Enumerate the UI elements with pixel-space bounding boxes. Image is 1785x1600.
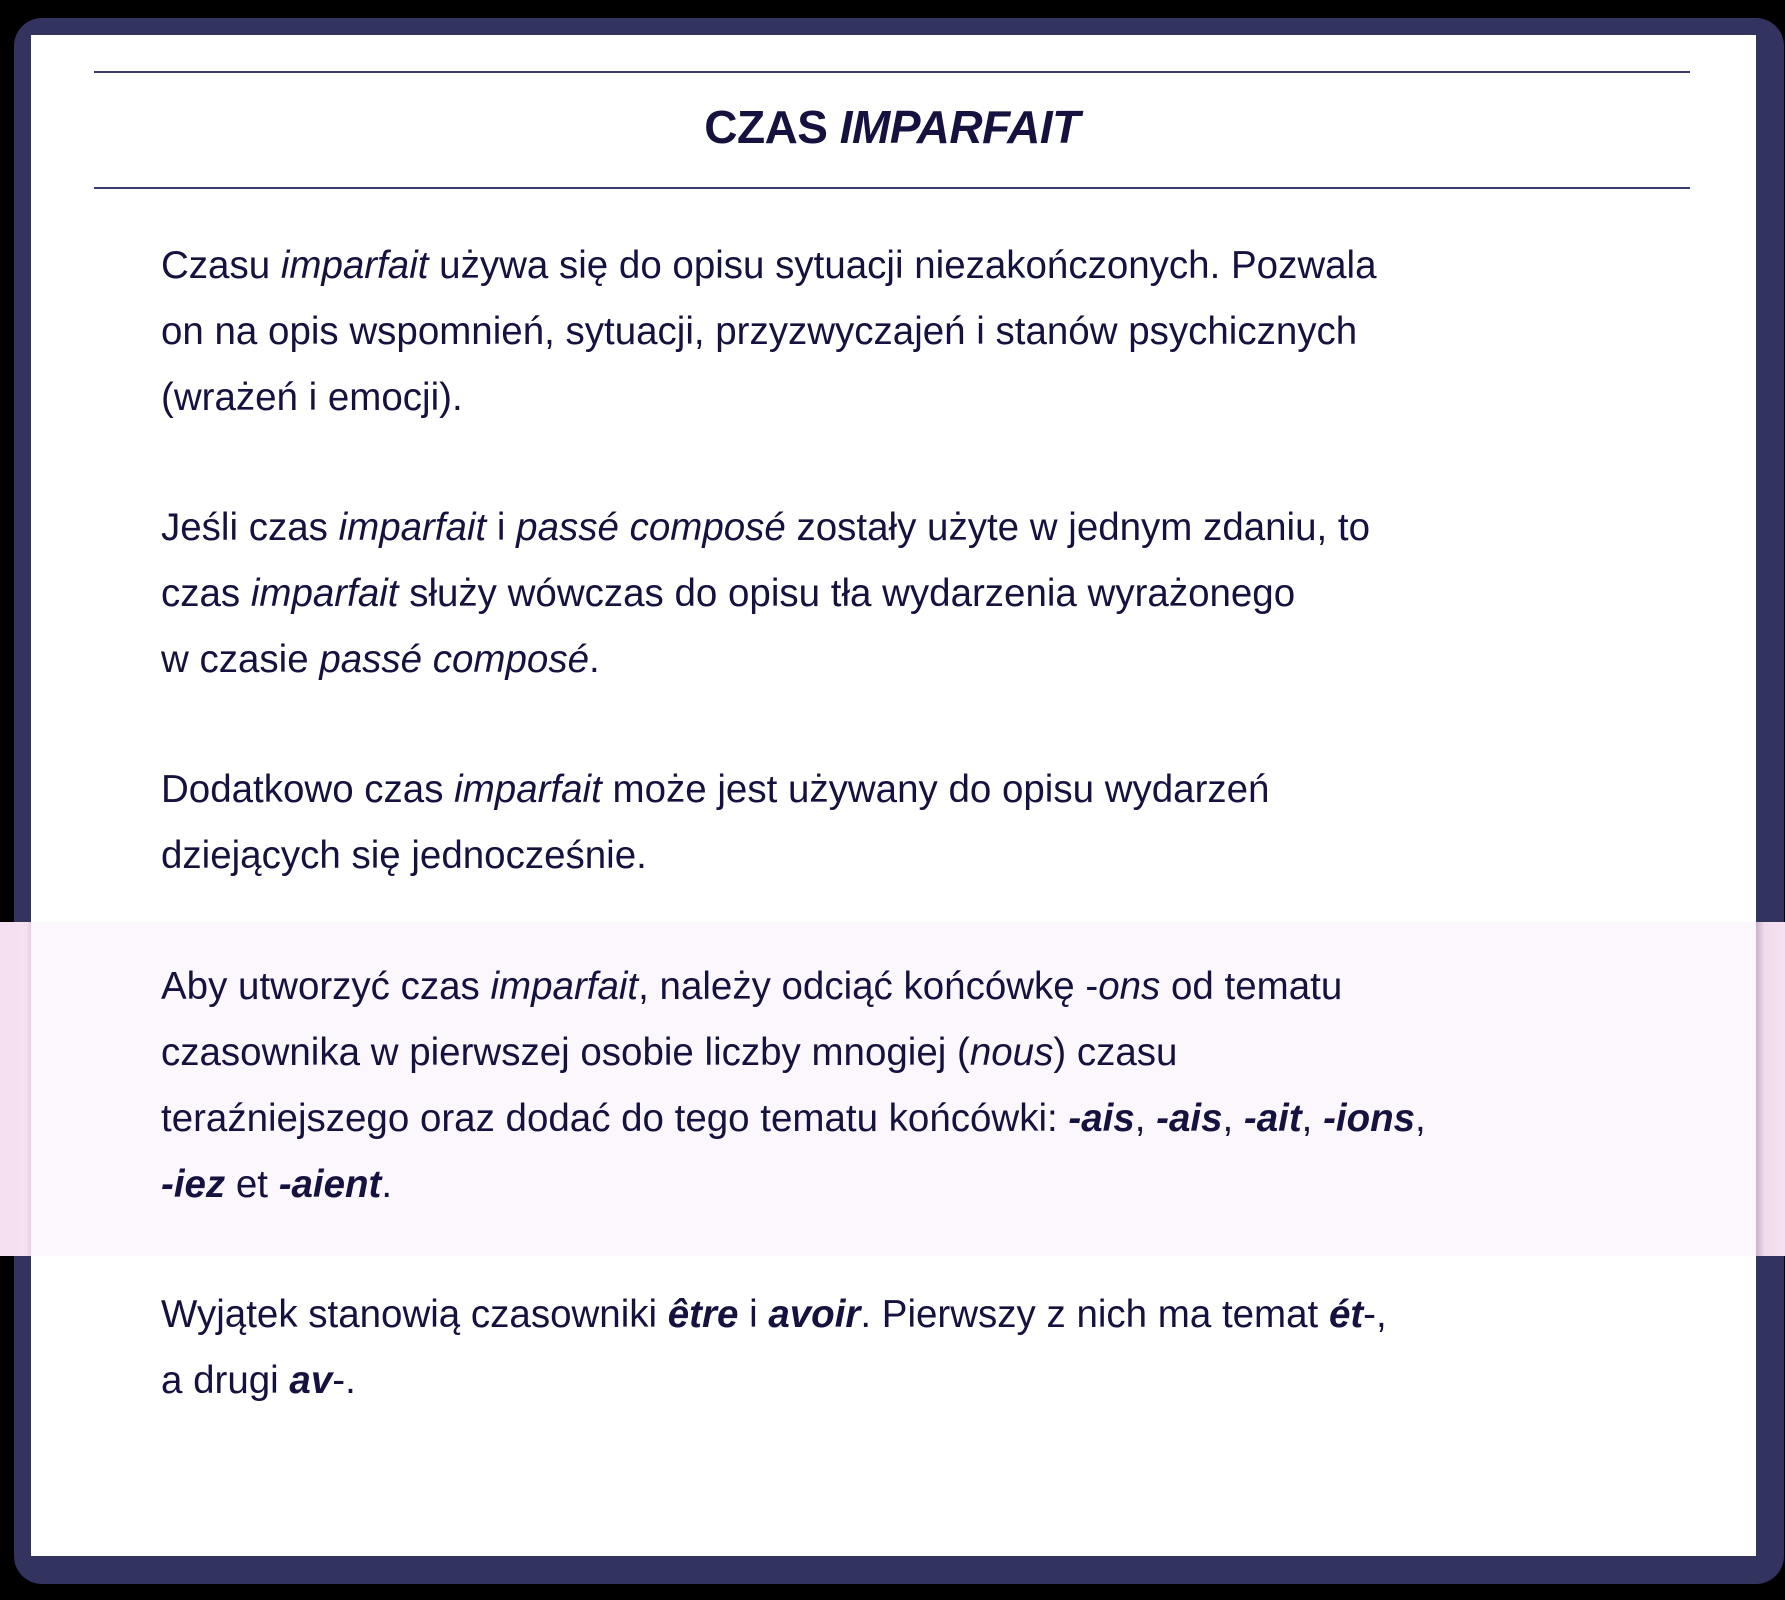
separator: , xyxy=(1415,1097,1426,1140)
term: imparfait xyxy=(338,506,487,549)
ending: -iez xyxy=(161,1163,226,1206)
highlight-band-edge xyxy=(1756,922,1785,1256)
text: dziejących się jednocześnie. xyxy=(161,834,647,877)
ending: -ais xyxy=(1156,1097,1223,1140)
text: a drugi xyxy=(161,1359,290,1402)
stem: av xyxy=(289,1359,333,1402)
paragraph-exceptions xyxy=(161,1282,1701,1414)
text: Aby utworzyć czas xyxy=(161,965,491,1008)
term: passé composé xyxy=(319,638,589,681)
text: i xyxy=(486,506,517,549)
paragraph-combined-tenses xyxy=(161,495,1701,693)
highlight-band-edge xyxy=(0,922,31,1256)
text: . xyxy=(588,638,600,681)
text: on na opis wspomnień, sytuacji, przyzwyczajeń i stanów psychicznych xyxy=(161,310,1358,353)
term: ons xyxy=(1098,965,1161,1008)
text: Jeśli czas xyxy=(161,506,339,549)
term: être xyxy=(667,1293,739,1336)
text: (wrażeń i emocji). xyxy=(161,376,463,419)
term: passé composé xyxy=(516,506,786,549)
text: -, xyxy=(1363,1293,1387,1336)
term: nous xyxy=(969,1031,1054,1074)
title-plain: CZAS xyxy=(704,101,828,153)
ending: -aient xyxy=(278,1163,382,1206)
text: teraźniejszego oraz dodać do tego tematu końcówki: xyxy=(161,1097,1069,1140)
paragraph-formation xyxy=(161,954,1701,1218)
text: et xyxy=(225,1163,279,1206)
title-rule-bottom xyxy=(94,187,1690,189)
paragraph-simultaneous xyxy=(161,757,1701,889)
text: czasownika w pierwszej osobie liczby mnogiej ( xyxy=(161,1031,970,1074)
text: . xyxy=(381,1163,393,1206)
text: od tematu xyxy=(1160,965,1343,1008)
ending: -ait xyxy=(1243,1097,1302,1140)
text: zostały użyte w jednym zdaniu, to xyxy=(785,506,1371,549)
text: i xyxy=(738,1293,769,1336)
page-title xyxy=(94,100,1690,154)
text: . Pierwszy z nich ma temat xyxy=(860,1293,1329,1336)
text: służy wówczas do opisu tła wydarzenia wyrażonego xyxy=(398,572,1296,615)
term: imparfait xyxy=(250,572,399,615)
term: avoir xyxy=(768,1293,861,1336)
text: może jest używany do opisu wydarzeń xyxy=(601,768,1270,811)
ending: -ais xyxy=(1068,1097,1135,1140)
text: , należy odciąć końcówkę - xyxy=(638,965,1099,1008)
stem: ét xyxy=(1328,1293,1364,1336)
separator: , xyxy=(1134,1097,1157,1140)
ending: -ions xyxy=(1323,1097,1416,1140)
title-italic: IMPARFAIT xyxy=(839,101,1080,153)
separator: , xyxy=(1222,1097,1244,1140)
text: używa się do opisu sytuacji niezakończonych. Pozwala xyxy=(428,244,1377,287)
text: w czasie xyxy=(161,638,320,681)
paragraph-usage xyxy=(161,233,1701,431)
separator: , xyxy=(1301,1097,1324,1140)
text: Dodatkowo czas xyxy=(161,768,455,811)
text: Czasu xyxy=(161,244,281,287)
term: imparfait xyxy=(280,244,429,287)
text: Wyjątek stanowią czasowniki xyxy=(161,1293,668,1336)
text: -. xyxy=(332,1359,356,1402)
text: czas xyxy=(161,572,251,615)
term: imparfait xyxy=(454,768,602,811)
text: ) czasu xyxy=(1053,1031,1178,1074)
term: imparfait xyxy=(490,965,639,1008)
title-rule-top xyxy=(94,71,1690,73)
